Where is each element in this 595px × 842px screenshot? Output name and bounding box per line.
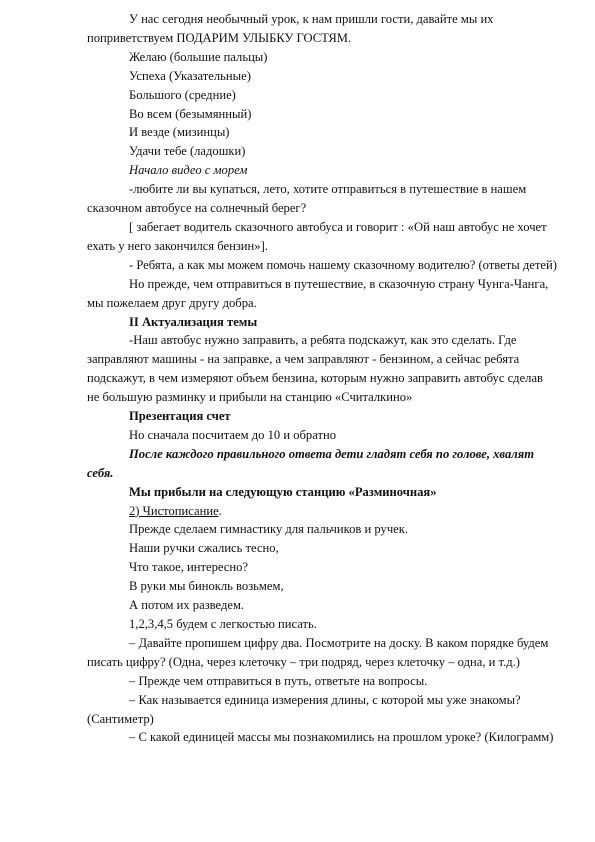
paragraph-greeting: У нас сегодня необычный урок, к нам пришли гости, давайте мы их поприветствуем ПОДАРИМ УЛЫБКУ ГОСТЯМ. xyxy=(87,12,494,45)
paragraph-before-trip: Но прежде, чем отправиться в путешествие, в сказочную страну Чунга-Чанга, мы пожелаем друг другу добра. xyxy=(87,276,549,310)
heading-presentation-count: Презентация счет xyxy=(129,409,231,424)
paragraph-write-two: – Давайте пропишем цифру два. Посмотрите на доску. В каком порядке будем писать цифру? (Одна, через клеточку – три подряд, через клеточку – одна, и т.д.) xyxy=(87,635,549,669)
paragraph-praise-note: После каждого правильного ответа дети гладят себя по голове, хвалят себя. xyxy=(87,446,535,480)
poem-line-4: А потом их разведем. xyxy=(129,598,245,613)
calligraphy-period: . xyxy=(218,503,222,518)
paragraph-bus-refuel: -Наш автобус нужно заправить, а ребята подскажут, как это сделать. Где заправляют машины - на заправке, а чем заправляют - бензином, а сейчас ребята подскажут, в чем измеряют объем бензина, которым нужно заправить автобус сделав не большую разминку и прибыли на станцию «Считалкино» xyxy=(87,333,543,405)
section-heading-actualization: II Актуализация темы xyxy=(129,314,258,329)
paragraph-help-driver: - Ребята, а как мы можем помочь нашему сказочному водителю? (ответы детей) xyxy=(129,257,557,272)
paragraph-length-unit: – Как называется единица измерения длины, с которой мы уже знакомы? (Сантиметр) xyxy=(87,692,521,726)
gymnastics-text: Прежде сделаем гимнастику для пальчиков и ручек. xyxy=(129,522,409,537)
line-everything: Во всем (безымянный) xyxy=(129,106,252,121)
paragraph-driver: [ забегает водитель сказочного автобуса и говорит : «Ой наш автобус не хочет ехать у него закончился бензин»]. xyxy=(87,219,547,253)
calligraphy-label: 2) Чистописание xyxy=(129,503,219,518)
poem-line-1: Наши ручки сжались тесно, xyxy=(129,541,279,556)
line-big: Большого (средние) xyxy=(129,87,236,102)
line-everywhere: И везде (мизинцы) xyxy=(129,125,230,140)
line-luck: Удачи тебе (ладошки) xyxy=(129,144,246,159)
heading-calligraphy xyxy=(87,502,557,521)
poem-line-3: В руки мы бинокль возьмем, xyxy=(129,579,284,594)
line-success: Успеха (Указательные) xyxy=(129,68,251,83)
document-body xyxy=(87,10,557,747)
line-wish: Желаю (большие пальцы) xyxy=(129,49,268,64)
line-count-to-ten: Но сначала посчитаем до 10 и обратно xyxy=(129,427,337,442)
line-next-station: Мы прибыли на следующую станцию «Разминочная» xyxy=(129,484,437,499)
paragraph-mass-unit: – С какой единицей массы мы познакомились на прошлом уроке? (Килограмм) xyxy=(129,730,554,745)
poem-line-5: 1,2,3,4,5 будем с легкостью писать. xyxy=(129,617,317,631)
line-gymnastics xyxy=(87,520,557,539)
paragraph-swim-question: -любите ли вы купаться, лето, хотите отправиться в путешествие в нашем сказочном автобусе на солнечный берег? xyxy=(87,182,527,216)
poem-line-2: Что такое, интересно? xyxy=(129,560,249,575)
line-video-start: Начало видео с морем xyxy=(129,163,248,178)
line-answer-questions: – Прежде чем отправиться в путь, ответьте на вопросы. xyxy=(129,673,428,688)
